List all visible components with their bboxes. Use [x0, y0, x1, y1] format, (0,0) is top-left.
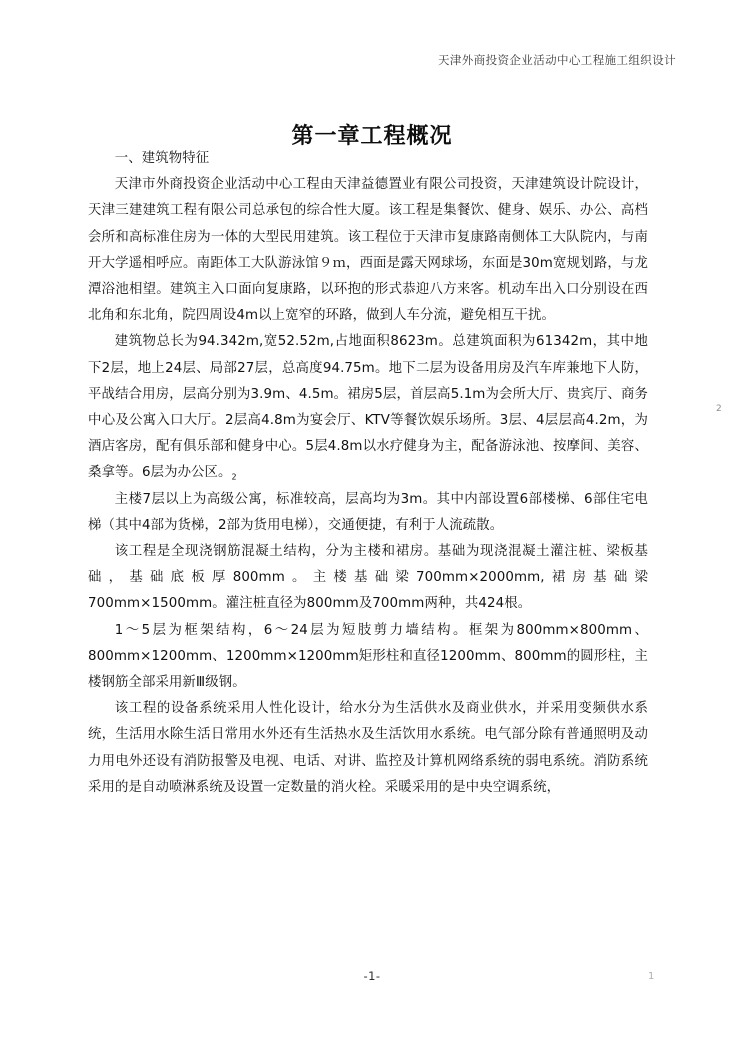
- inline-footnote-marker: 2: [231, 473, 237, 483]
- section-heading: 一、建筑物特征: [114, 151, 210, 166]
- paragraph-overview: 天津市外商投资企业活动中心工程由天津益德置业有限公司投资，天津建筑设计院设计，天津三建建筑工程有限公司总承包的综合性大厦。该工程是集餐饮、健身、娱乐、办公、高档会所和高标准住房为一体的大型民用建筑。该工程位于天津市复康路南侧体工大队院内，与南开大学遥相呼应。南距体工大队游泳馆９ｍ，西面是露天网球场，东面是30m宽规划路，与龙潭浴池相望。建筑主入口面向复康路，以环抱的形式恭迎八方来客。机动车出入口分别设在西北角和东北角，院四周设4m以上宽窄的环路，做到人车分流，避免相互干扰。: [88, 177, 648, 324]
- paragraph-building-dimensions-text: 建筑物总长为94.342m,宽52.52m,占地面积8623m。总建筑面积为61342m，其中地下2层，地上24层、局部27层，总高度94.75m。地下二层为设备用房及汽车库兼地下人防，平战结合用房，层高分别为3.9m、4.5m。裙房5层，首层高5.1m为会所大厅、贵宾厅、商务中心及公寓入口大厅。2层高4.8m为宴会厅、KTV等餐饮娱乐场所。3层、4层层高4.2m，为酒店客房，配有俱乐部和健身中心。5层4.8m以水疗健身为主，配备游泳池、按摩间、美容、桑拿等。6层为办公区。: [88, 334, 648, 481]
- margin-annotation-right: 2: [716, 404, 722, 414]
- paragraph-equipment-systems: 该工程的设备系统采用人性化设计，给水分为生活供水及商业供水，并采用变频供水系统，生活用水除生活日常用水外还有生活热水及生活饮用水系统。电气部分除有普通照明及动力用电外还设有消防报警及电视、电话、对讲、监控及计算机网络系统的弱电系统。消防系统采用的是自动喷淋系统及设置一定数量的消火栓。采暖采用的是中央空调系统，: [88, 701, 648, 795]
- paragraph-building-dimensions: [88, 329, 648, 486]
- paragraph-structure-foundation: 该工程是全现浇钢筋混凝土结构，分为主楼和裙房。基础为现浇混凝土灌注桩、梁板基础，基础底板厚800mm。主楼基础梁700mm×2000mm,裙房基础梁700mm×1500mm。灌注桩直径为800mm及700mm两种，共424根。: [88, 544, 648, 612]
- paragraph-frame-structure: 1～5层为框架结构，6～24层为短肢剪力墙结构。框架为800mm×800mm、800mm×1200mm、1200mm×1200mm矩形柱和直径1200mm、800mm的圆形柱，主楼钢筋全部采用新Ⅲ级钢。: [88, 622, 648, 691]
- running-header: 天津外商投资企业活动中心工程施工组织设计: [438, 53, 676, 67]
- paragraph-tower-floors: 主楼7层以上为高级公寓，标准较高，层高均为3m。其中内部设置6部楼梯、6部住宅电梯（其中4部为货梯，2部为货用电梯），交通便捷，有利于人流疏散。: [88, 491, 648, 533]
- page-number-footer: -1-: [363, 969, 381, 983]
- body-text-column: [88, 146, 648, 801]
- chapter-title: 第一章工程概况: [291, 122, 453, 149]
- margin-annotation-corner: 1: [648, 971, 655, 982]
